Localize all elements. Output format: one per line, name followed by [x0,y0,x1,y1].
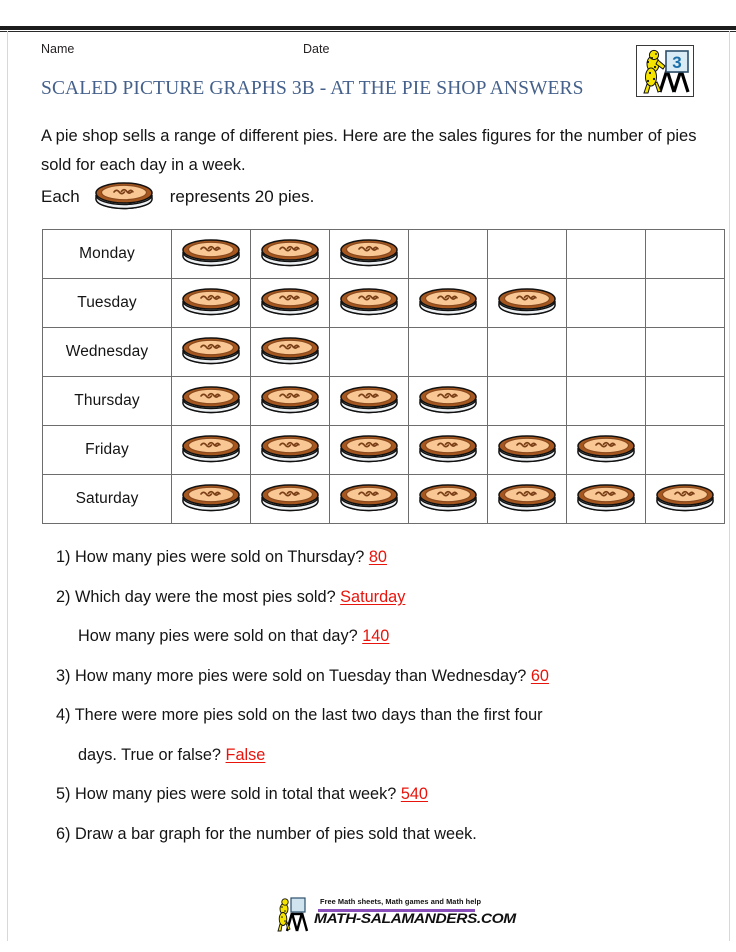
question-text: Draw a bar graph for the number of pies sold that week. [75,824,477,843]
pie-icon [567,475,646,524]
pie-icon [330,426,409,475]
question-text: How many more pies were sold on Tuesday than Wednesday? [75,666,527,685]
empty-cell [646,230,725,279]
pie-icon [172,328,251,377]
question-number: 6) [56,824,71,843]
empty-cell [646,377,725,426]
empty-cell [488,230,567,279]
questions-list [56,538,718,854]
pie-icon [92,179,156,216]
intro-text: A pie shop sells a range of different pies. Here are the sales figures for the number of pies sold for each day in a week. [41,126,697,174]
table-row [43,230,725,279]
question-2-sub [56,617,718,657]
empty-cell [567,377,646,426]
pie-icon [330,377,409,426]
footer-tagline: Free Math sheets, Math games and Math help [320,897,482,906]
pie-icon [251,475,330,524]
pie-icon [172,377,251,426]
question-text: There were more pies sold on the last two days than the first four [74,706,543,724]
question-4 [56,696,718,775]
question-number: 1) [56,548,71,566]
pie-icon [409,377,488,426]
pie-icon [409,475,488,524]
pie-icon [172,475,251,524]
question-text: How many pies were sold on Thursday? [75,548,365,566]
day-label-saturday: Saturday [43,475,172,524]
question-2 [56,578,718,657]
table-row [43,328,725,377]
page-top-rule [0,26,736,31]
picture-graph-body [43,230,725,524]
salamander-easel-logo-icon [636,45,694,97]
day-label-monday: Monday [43,230,172,279]
footer-url[interactable]: MATH-SALAMANDERS.COM [314,911,516,927]
pie-icon [251,426,330,475]
answer-2b: 140 [362,627,390,645]
pie-icon [488,426,567,475]
scale-key-suffix: represents 20 pies. [169,187,315,206]
footer-salamander-logo-icon [276,896,318,939]
empty-cell [409,328,488,377]
pie-icon [646,475,725,524]
pie-icon [330,230,409,279]
pie-icon [409,279,488,328]
answer-1: 80 [368,548,387,566]
answer-3: 60 [530,666,549,685]
answer-2: Saturday [340,587,406,606]
empty-cell [409,230,488,279]
day-label-wednesday: Wednesday [43,328,172,377]
question-text: Which day were the most pies sold? [75,587,336,606]
student-header [41,42,661,60]
table-row [43,475,725,524]
question-sub-text: days. True or false? [78,745,221,764]
question-number: 4) [56,706,71,724]
svg-text:3: 3 [672,53,682,72]
pie-icon [330,279,409,328]
question-4-sub [56,736,718,776]
picture-graph-table [42,229,725,524]
empty-cell [567,328,646,377]
question-3 [56,657,718,697]
name-label: Name [41,42,75,56]
empty-cell [488,377,567,426]
empty-cell [646,328,725,377]
table-row [43,426,725,475]
empty-cell [646,426,725,475]
pie-icon [251,230,330,279]
table-row [43,279,725,328]
pie-icon [172,230,251,279]
question-text: How many pies were sold in total that week? [75,785,397,803]
page-title: SCALED PICTURE GRAPHS 3B - AT THE PIE SHOP ANSWERS [41,78,584,99]
scale-key [41,177,314,217]
empty-cell [567,230,646,279]
pie-icon [251,377,330,426]
empty-cell [567,279,646,328]
question-1 [56,538,718,578]
pie-icon [409,426,488,475]
question-number: 3) [56,666,71,685]
site-footer [276,896,516,938]
day-label-thursday: Thursday [43,377,172,426]
answer-4b: False [225,745,266,764]
pie-icon [567,426,646,475]
question-number: 5) [56,785,71,803]
pie-icon [172,426,251,475]
pie-icon [488,279,567,328]
question-number: 2) [56,587,71,606]
page-right-edge [729,31,730,941]
page-left-edge [7,31,8,941]
question-6 [56,815,718,855]
pie-icon [330,475,409,524]
scale-key-prefix: Each [41,187,80,206]
day-label-tuesday: Tuesday [43,279,172,328]
empty-cell [488,328,567,377]
empty-cell [330,328,409,377]
day-label-friday: Friday [43,426,172,475]
table-row [43,377,725,426]
pie-icon [251,328,330,377]
date-label: Date [303,42,330,56]
answer-5: 540 [400,785,428,803]
question-5 [56,775,718,815]
question-sub-text: How many pies were sold on that day? [78,627,358,645]
pie-icon [488,475,567,524]
pie-icon [172,279,251,328]
empty-cell [646,279,725,328]
pie-icon [251,279,330,328]
